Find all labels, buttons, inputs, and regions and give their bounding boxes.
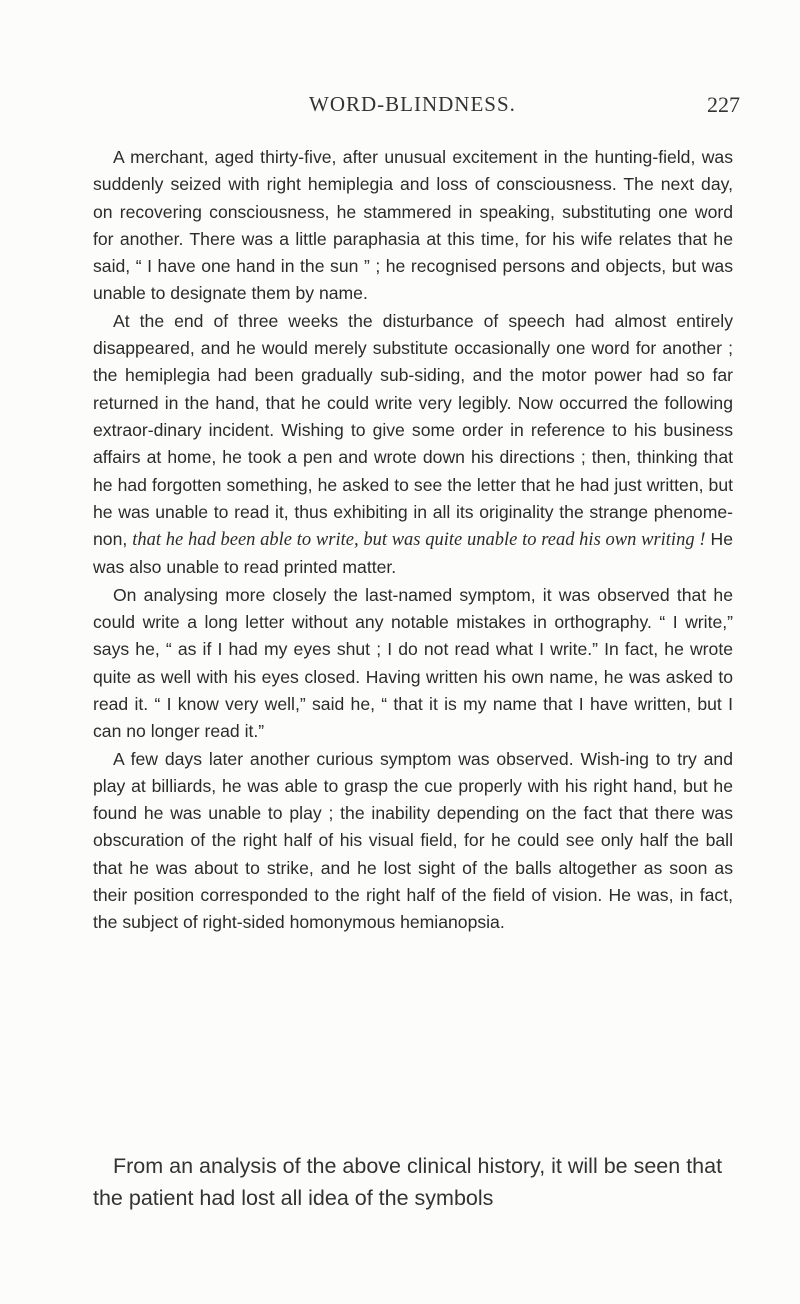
italic-emphasis: that he had been able to write, but was quite unable to read his own writing !	[132, 530, 706, 551]
page-header	[0, 92, 800, 122]
paragraph-closing: From an analysis of the above clinical history, it will be seen that the patient had lost all idea of the symbols	[93, 1154, 723, 1210]
running-title: WORD-BLINDNESS.	[309, 92, 516, 116]
closing-text	[93, 1150, 738, 1214]
paragraph-billiards: A few days later another curious symptom was observed. Wish-ing to try and play at billiards, he was able to grasp the cue properly with his right hand, but he found he was unable to play ; the inability depending on the fact that there was obscuration of the right half of his visual field, for he could see only half the ball that he was about to strike, and he lost sight of the balls altogether as soon as their position corresponded to the right half of the field of vision. He was, in fact, the subject of right-sided homonymous hemianopsia.	[93, 748, 733, 933]
paragraph-analysis: On analysing more closely the last-named symptom, it was observed that he could write a long letter without any notable mistakes in orthography. “ I write,” says he, “ as if I had my eyes shut ; I do not read what I write.” In fact, he wrote quite as well with his eyes closed. Having written his own name, he was asked to read it. “ I know very well,” said he, “ that it is my name that I have written, but I can no longer read it.”	[93, 584, 733, 742]
page-number: 227	[707, 92, 740, 117]
paragraph-incident	[93, 308, 733, 582]
paragraph-incident-after: He was also unable to read printed matter.	[93, 529, 733, 578]
paragraph-onset: A merchant, aged thirty-five, after unusual excitement in the hunting-field, was suddenly seized with right hemiplegia and loss of consciousness. The next day, on recovering consciousness, he stammered in speaking, substituting one word for another. There was a little paraphasia at this time, for his wife relates that he said, “ I have one hand in the sun ” ; he recognised persons and objects, but was unable to designate them by name.	[93, 147, 733, 304]
paragraph-incident-text: At the end of three weeks the disturbance of speech had almost entirely disappeared, and he would merely substitute occasionally one word for another ; the hemiplegia had been gradually sub-siding, and the motor power had so far returned in the hand, that he could write very legibly. Now occurred the following extraor-dinary incident. Wishing to give some order in reference to his business affairs at home, he took a pen and wrote down his directions ; then, thinking that he had forgotten something, he asked to see the letter that he had just written, but he was unable to read it, thus exhibiting in all its originality the strange phenome-non,	[93, 310, 733, 550]
case-history-text	[93, 144, 733, 937]
